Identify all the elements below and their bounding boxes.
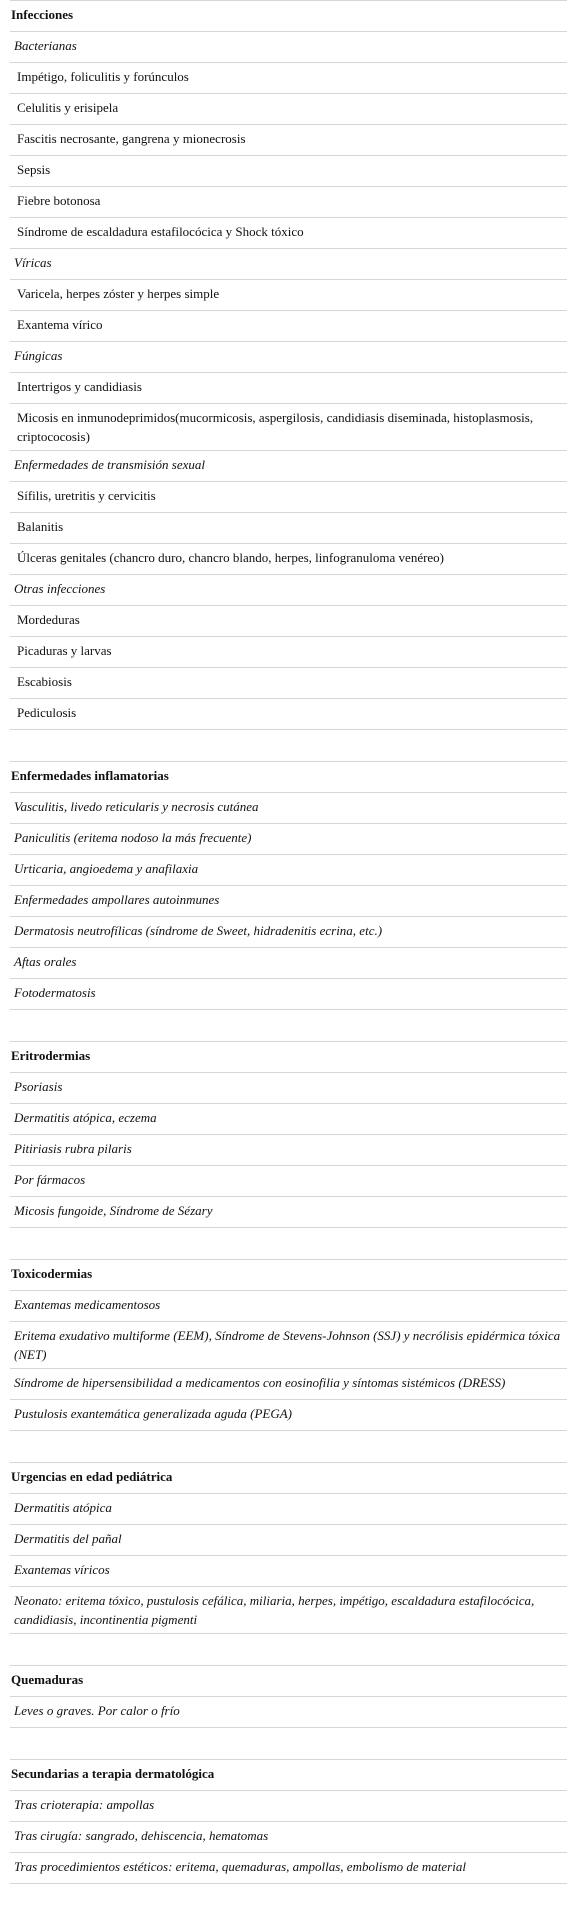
subsection-label: Urticaria, angioedema y anafilaxia	[10, 855, 567, 886]
section-heading: Toxicodermias	[10, 1260, 567, 1291]
table-row	[10, 1791, 567, 1822]
table-row	[10, 218, 567, 249]
table-row	[10, 1197, 567, 1228]
list-item: Síndrome de escaldadura estafilocócica y Shock tóxico	[10, 218, 567, 249]
subsection-label: Tras cirugía: sangrado, dehiscencia, hematomas	[10, 1822, 567, 1853]
table-row	[10, 404, 567, 451]
subsection-label: Tras crioterapia: ampollas	[10, 1791, 567, 1822]
table-row	[10, 1322, 567, 1369]
table-row	[10, 1166, 567, 1197]
subsection-label: Síndrome de hipersensibilidad a medicamentos con eosinofilia y síntomas sistémicos (DRESS)	[10, 1369, 567, 1400]
blank-row	[10, 1728, 567, 1760]
list-item: Escabiosis	[10, 668, 567, 699]
table-row	[10, 249, 567, 280]
section-heading: Infecciones	[10, 1, 567, 32]
subsection-label: Dermatitis del pañal	[10, 1525, 567, 1556]
table-row	[10, 1260, 567, 1291]
section-heading: Eritrodermias	[10, 1042, 567, 1073]
list-item: Fascitis necrosante, gangrena y mionecrosis	[10, 125, 567, 156]
table-row	[10, 1135, 567, 1166]
table-row	[10, 1494, 567, 1525]
table-row	[10, 1728, 567, 1760]
table-row	[10, 280, 567, 311]
table-row	[10, 1228, 567, 1260]
subsection-label: Bacterianas	[10, 32, 567, 63]
table-row	[10, 1400, 567, 1431]
subsection-label: Tras procedimientos estéticos: eritema, quemaduras, ampollas, embolismo de material	[10, 1853, 567, 1884]
blank-row	[10, 1010, 567, 1042]
list-item: Intertrigos y candidiasis	[10, 373, 567, 404]
subsection-label: Fotodermatosis	[10, 979, 567, 1010]
table-row	[10, 824, 567, 855]
table-row	[10, 1, 567, 32]
emergency-dermatology-table	[10, 0, 567, 1884]
table-row	[10, 451, 567, 482]
table-row	[10, 1010, 567, 1042]
blank-row	[10, 730, 567, 762]
list-item: Celulitis y erisipela	[10, 94, 567, 125]
table-row	[10, 979, 567, 1010]
table-row	[10, 699, 567, 730]
table-row	[10, 1291, 567, 1322]
table-row	[10, 1634, 567, 1666]
list-item: Varicela, herpes zóster y herpes simple	[10, 280, 567, 311]
subsection-label: Dermatosis neutrofílicas (síndrome de Sweet, hidradenitis ecrina, etc.)	[10, 917, 567, 948]
table-row	[10, 187, 567, 218]
list-item: Exantema vírico	[10, 311, 567, 342]
table-row	[10, 637, 567, 668]
list-item: Fiebre botonosa	[10, 187, 567, 218]
subsection-label: Víricas	[10, 249, 567, 280]
subsection-label: Pitiriasis rubra pilaris	[10, 1135, 567, 1166]
subsection-label: Psoriasis	[10, 1073, 567, 1104]
table-row	[10, 482, 567, 513]
subsection-label: Pustulosis exantemática generalizada aguda (PEGA)	[10, 1400, 567, 1431]
table-row	[10, 63, 567, 94]
list-item: Impétigo, foliculitis y forúnculos	[10, 63, 567, 94]
list-item: Pediculosis	[10, 699, 567, 730]
table-row	[10, 886, 567, 917]
table-row	[10, 32, 567, 63]
list-item: Micosis en inmunodeprimidos(mucormicosis, aspergilosis, candidiasis diseminada, histoplasmosis, criptococosis)	[10, 404, 567, 451]
subsection-label: Por fármacos	[10, 1166, 567, 1197]
table-row	[10, 1697, 567, 1728]
subsection-label: Paniculitis (eritema nodoso la más frecuente)	[10, 824, 567, 855]
table-row	[10, 948, 567, 979]
table-row	[10, 1587, 567, 1634]
subsection-label: Micosis fungoide, Síndrome de Sézary	[10, 1197, 567, 1228]
table-row	[10, 94, 567, 125]
blank-row	[10, 1228, 567, 1260]
subsection-label: Vasculitis, livedo reticularis y necrosis cutánea	[10, 793, 567, 824]
table-row	[10, 855, 567, 886]
list-item: Úlceras genitales (chancro duro, chancro blando, herpes, linfogranuloma venéreo)	[10, 544, 567, 575]
table-row	[10, 373, 567, 404]
table-row	[10, 793, 567, 824]
table-row	[10, 1369, 567, 1400]
table-row	[10, 730, 567, 762]
section-heading: Urgencias en edad pediátrica	[10, 1463, 567, 1494]
subsection-label: Neonato: eritema tóxico, pustulosis cefálica, miliaria, herpes, impétigo, escaldadura estafilocócica, candidiasis, incontinentia pigmenti	[10, 1587, 567, 1634]
subsection-label: Fúngicas	[10, 342, 567, 373]
table-row	[10, 1666, 567, 1697]
list-item: Balanitis	[10, 513, 567, 544]
blank-row	[10, 1634, 567, 1666]
subsection-label: Leves o graves. Por calor o frío	[10, 1697, 567, 1728]
subsection-label: Exantemas víricos	[10, 1556, 567, 1587]
subsection-label: Enfermedades ampollares autoinmunes	[10, 886, 567, 917]
section-heading: Secundarias a terapia dermatológica	[10, 1760, 567, 1791]
subsection-label: Exantemas medicamentosos	[10, 1291, 567, 1322]
table-row	[10, 156, 567, 187]
list-item: Sepsis	[10, 156, 567, 187]
table-row	[10, 1431, 567, 1463]
table-row	[10, 1073, 567, 1104]
subsection-label: Eritema exudativo multiforme (EEM), Síndrome de Stevens-Johnson (SSJ) y necrólisis epidérmica tóxica (NET)	[10, 1322, 567, 1369]
section-heading: Quemaduras	[10, 1666, 567, 1697]
table-row	[10, 342, 567, 373]
table-row	[10, 1760, 567, 1791]
subsection-label: Aftas orales	[10, 948, 567, 979]
table-row	[10, 606, 567, 637]
table-row	[10, 1822, 567, 1853]
table-row	[10, 513, 567, 544]
subsection-label: Dermatitis atópica, eczema	[10, 1104, 567, 1135]
table-row	[10, 544, 567, 575]
table-row	[10, 1525, 567, 1556]
table-row	[10, 1556, 567, 1587]
blank-row	[10, 1431, 567, 1463]
subsection-label: Enfermedades de transmisión sexual	[10, 451, 567, 482]
list-item: Mordeduras	[10, 606, 567, 637]
section-heading: Enfermedades inflamatorias	[10, 762, 567, 793]
list-item: Sífilis, uretritis y cervicitis	[10, 482, 567, 513]
list-item: Picaduras y larvas	[10, 637, 567, 668]
table-row	[10, 1042, 567, 1073]
table-body	[10, 1, 567, 1884]
table-row	[10, 762, 567, 793]
table-row	[10, 1463, 567, 1494]
table-row	[10, 311, 567, 342]
table-row	[10, 1104, 567, 1135]
subsection-label: Otras infecciones	[10, 575, 567, 606]
subsection-label: Dermatitis atópica	[10, 1494, 567, 1525]
table-row	[10, 917, 567, 948]
table-row	[10, 668, 567, 699]
table-row	[10, 125, 567, 156]
table-row	[10, 1853, 567, 1884]
table-row	[10, 575, 567, 606]
